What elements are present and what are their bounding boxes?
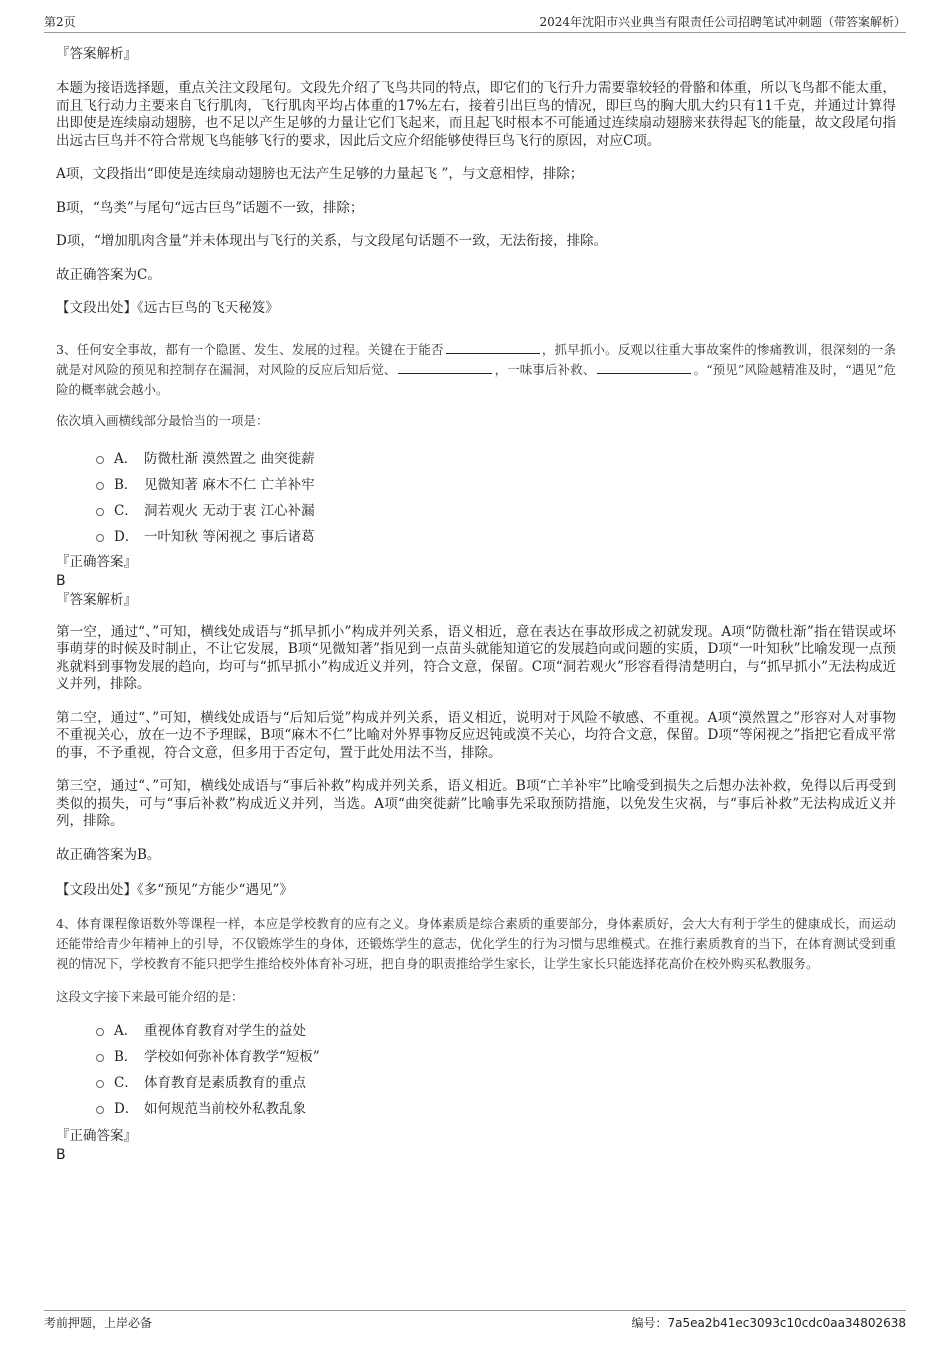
question-3-text: 3、任何安全事故，都有一个隐匿、发生、发展的过程。关键在于能否 ，抓早抓小。反观以往重大事故案件的惨痛教训，很深刻的一条就是对风险的预见和控制存在漏洞，对风险的反应后知后觉、 ，一味事后补救、 。“预见”风险越精准及时，“遇见”危险的概率就会越小。 (56, 341, 896, 397)
analysis-blank-2: 第二空，通过“、”可知，横线处成语与“后知后觉”构成并列关系，语义相近，说明对于风险不敏感、不重视。A项“漠然置之”形容对人对事物不重视关心，放在一边不予理睬，B项“麻木不仁”比喻对外界事物反应迟钝或漠不关心，均符合文意，保留。D项“等闲视之”指把它看成平常的事，不予重视，符合文意，但多用于否定句，置于此处用法不当，排除。 (56, 709, 896, 761)
radio-icon[interactable] (96, 482, 104, 490)
radio-icon[interactable] (96, 1054, 104, 1062)
correct-answer: B (56, 572, 66, 589)
source-citation: 【文段出处】《多“预见”方能少“遇见”》 (56, 882, 293, 898)
correct-answer-label: 『正确答案』 (56, 553, 137, 570)
radio-icon[interactable] (96, 456, 104, 464)
page-number: 第2页 (44, 15, 76, 29)
document-title: 2024年沈阳市兴业典当有限责任公司招聘笔试冲刺题（带答案解析） (539, 15, 906, 29)
page-footer (44, 1310, 906, 1333)
analysis-option-a: A项，文段指出“即使是连续扇动翅膀也无法产生足够的力量起飞 ”，与文意相悖，排除； (56, 166, 584, 182)
option-b[interactable]: B． 学校如何弥补体育教学“短板” (96, 1044, 896, 1070)
analysis-label: 『答案解析』 (56, 46, 137, 62)
radio-icon[interactable] (96, 1028, 104, 1036)
fill-blank-2 (398, 361, 492, 374)
radio-icon[interactable] (96, 508, 104, 516)
analysis-blank-1: 第一空，通过“、”可知，横线处成语与“抓早抓小”构成并列关系，语义相近，意在表达在事故形成之初就发现。A项“防微杜渐”指在错误或坏事萌芽的时候及时制止，不让它发展，B项“见微知著”指见到一点苗头就能知道它的发展趋向或问题的实质，D项“一叶知秋”比喻发现一点预兆就料到事物发展的趋向，均可与“抓早抓小”构成近义并列，符合文意，保留。C项“洞若观火”形容看得清楚明白，与“抓早抓小”无法构成近义并列，排除。 (56, 623, 896, 692)
fill-blank-3 (597, 361, 691, 374)
analysis-label: 『答案解析』 (56, 591, 137, 608)
correct-answer: B (56, 1146, 66, 1163)
analysis-option-b: B项，“鸟类”与尾句“远古巨鸟”话题不一致，排除； (56, 199, 364, 216)
option-d[interactable]: D． 一叶知秋 等闲视之 事后诸葛 (96, 524, 896, 550)
option-a[interactable]: A． 防微杜渐 漠然置之 曲突徙薪 (96, 446, 896, 472)
fill-blank-1 (446, 341, 540, 354)
page-header (44, 14, 906, 33)
document-code: 编号：7a5ea2b41ec3093c10cdc0aa34802638 (631, 1316, 906, 1330)
radio-icon[interactable] (96, 1106, 104, 1114)
answer-conclusion: 故正确答案为C。 (56, 266, 161, 283)
radio-icon[interactable] (96, 1080, 104, 1088)
answer-conclusion: 故正确答案为B。 (56, 846, 161, 863)
option-b[interactable]: B． 见微知著 麻木不仁 亡羊补牢 (96, 472, 896, 498)
footer-slogan: 考前押题，上岸必备 (44, 1316, 153, 1330)
question-4-prompt: 这段文字接下来最可能介绍的是： (56, 988, 244, 1004)
question-3-prompt: 依次填入画横线部分最恰当的一项是： (56, 412, 269, 428)
document-body (56, 44, 896, 1164)
correct-answer-label: 『正确答案』 (56, 1127, 137, 1144)
question-3-options (96, 446, 896, 550)
source-citation: 【文段出处】《远古巨鸟的飞天秘笈》 (56, 300, 279, 316)
analysis-blank-3: 第三空，通过“、”可知，横线处成语与“事后补救”构成并列关系，语义相近。B项“亡羊补牢”比喻受到损失之后想办法补救，免得以后再受到类似的损失，可与“事后补救”构成近义并列，当选。A项“曲突徙薪”比喻事先采取预防措施，以免发生灾祸，与“事后补救”无法构成近义并列，排除。 (56, 778, 896, 829)
option-d[interactable]: D． 如何规范当前校外私教乱象 (96, 1096, 896, 1122)
question-4-text: 4、体育课程像语数外等课程一样，本应是学校教育的应有之义。身体素质是综合素质的重要部分，身体素质好，会大大有利于学生的健康成长，而运动还能带给青少年精神上的引导，不仅锻炼学生的身体，还锻炼学生的意志，优化学生的行为习惯与思维模式。在推行素质教育的当下，在体育测试受到重视的情况下，学校教育不能只把学生推给校外体育补习班，把自身的职责推给学生家长，让学生家长只能选择花高价在校外购买私教服务。 (56, 915, 896, 971)
analysis-option-d: D项，“增加肌肉含量”并未体现出与飞行的关系，与文段尾句话题不一致，无法衔接，排除。 (56, 233, 608, 249)
radio-icon[interactable] (96, 534, 104, 542)
option-c[interactable]: C． 洞若观火 无动于衷 江心补漏 (96, 498, 896, 524)
option-c[interactable]: C． 体育教育是素质教育的重点 (96, 1070, 896, 1096)
question-4-options (96, 1018, 896, 1122)
option-a[interactable]: A． 重视体育教育对学生的益处 (96, 1018, 896, 1044)
analysis-paragraph: 本题为接语选择题，重点关注文段尾句。文段先介绍了飞鸟共同的特点，即它们的飞行升力需要靠较轻的骨骼和体重，所以飞鸟都不能太重，而且飞行动力主要来自飞行肌肉，飞行肌肉平均占体重的17%左右，接着引出巨鸟的情况，即巨鸟的胸大肌大约只有11千克，并通过计算得出即使是连续扇动翅膀，也不足以产生足够的力量让它们飞起来，而且起飞时根本不可能通过连续扇动翅膀来获得起飞的能量，故文段尾句指出远古巨鸟并不符合常规飞鸟能够飞行的要求，因此后文应介绍能够使得巨鸟飞行的原因，对应C项。 (56, 80, 896, 149)
